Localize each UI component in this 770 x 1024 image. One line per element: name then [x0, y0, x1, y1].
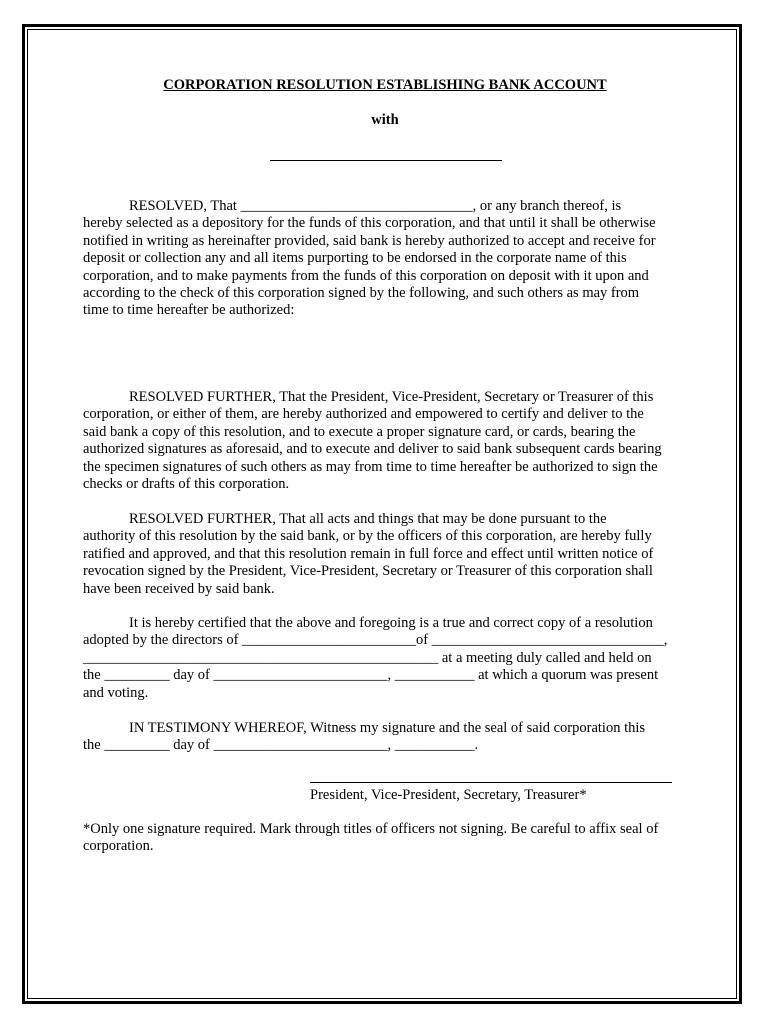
paragraph-line: ratified and approved, and that this resolution remain in full force and effect until written notice of	[83, 545, 654, 562]
footnote-line: *Only one signature required. Mark through titles of officers not signing. Be careful to affix seal of	[83, 821, 659, 837]
resolved-further-signatures-paragraph	[83, 389, 689, 493]
certification-paragraph	[83, 615, 689, 702]
resolved-line: time to time hereafter be authorized:	[83, 302, 295, 319]
document-title: CORPORATION RESOLUTION ESTABLISHING BANK ACCOUNT	[163, 77, 607, 93]
paragraph-line: _________________________________________________ at a meeting duly called and held on	[83, 649, 652, 666]
resolved-line: according to the check of this corporation signed by the following, and such others as may from	[83, 285, 640, 302]
paragraph-line: IN TESTIMONY WHEREOF, Witness my signature and the seal of said corporation this	[129, 720, 646, 736]
paragraph-line: have been received by said bank.	[83, 580, 275, 597]
bank-name-blank-line	[270, 160, 502, 161]
resolved-line: RESOLVED, That ________________________________, or any branch thereof, is	[129, 198, 622, 214]
footnote	[83, 821, 689, 856]
paragraph-line: adopted by the directors of ________________________of ________________________________,	[83, 632, 668, 649]
paragraph-line: It is hereby certified that the above and foregoing is a true and correct copy of a resolution	[129, 615, 653, 631]
paragraph-line: the _________ day of ________________________, ___________ at which a quorum was present	[83, 667, 659, 684]
paragraph-line: authority of this resolution by the said bank, or by the officers of this corporation, are hereby fully	[83, 528, 652, 545]
resolved-line: notified in writing as hereinafter provided, said bank is hereby authorized to accept and receive for	[83, 232, 656, 249]
signature-line	[310, 782, 672, 783]
paragraph-line: said bank a copy of this resolution, and to execute a proper signature card, or cards, bearing the	[83, 423, 636, 440]
testimony-paragraph	[83, 720, 689, 755]
paragraph-line: RESOLVED FURTHER, That the President, Vice-President, Secretary or Treasurer of this	[129, 389, 654, 405]
paragraph-line: authorized signatures as aforesaid, and to execute and deliver to said bank subsequent cards bearing	[83, 441, 662, 458]
paragraph-line: RESOLVED FURTHER, That all acts and things that may be done pursuant to the	[129, 511, 607, 527]
resolved-line: deposit or collection any and all items purporting to be endorsed in the corporate name of this	[83, 250, 627, 267]
paragraph-line: revocation signed by the President, Vice-President, Secretary or Treasurer of this corporation shall	[83, 563, 653, 580]
signature-caption: President, Vice-President, Secretary, Treasurer*	[310, 787, 587, 803]
paragraph-line: and voting.	[83, 684, 149, 701]
resolved-further-ratified-paragraph	[83, 511, 689, 598]
footnote-line: corporation.	[83, 838, 154, 855]
resolved-line: hereby selected as a depository for the funds of this corporation, and that until it shall be otherwise	[83, 215, 656, 232]
document-subtitle: with	[371, 112, 399, 128]
resolved-line: corporation, and to make payments from the funds of this corporation on deposit with it upon and	[83, 267, 649, 284]
paragraph-line: checks or drafts of this corporation.	[83, 476, 290, 493]
paragraph-line: corporation, or either of them, are hereby authorized and empowered to certify and deliver to the	[83, 406, 644, 423]
paragraph-line: the _________ day of ________________________, ___________.	[83, 737, 479, 754]
resolved-paragraph	[83, 198, 689, 320]
paragraph-line: the specimen signatures of such others as may from time to time hereafter be authorized to sign the	[83, 458, 658, 475]
